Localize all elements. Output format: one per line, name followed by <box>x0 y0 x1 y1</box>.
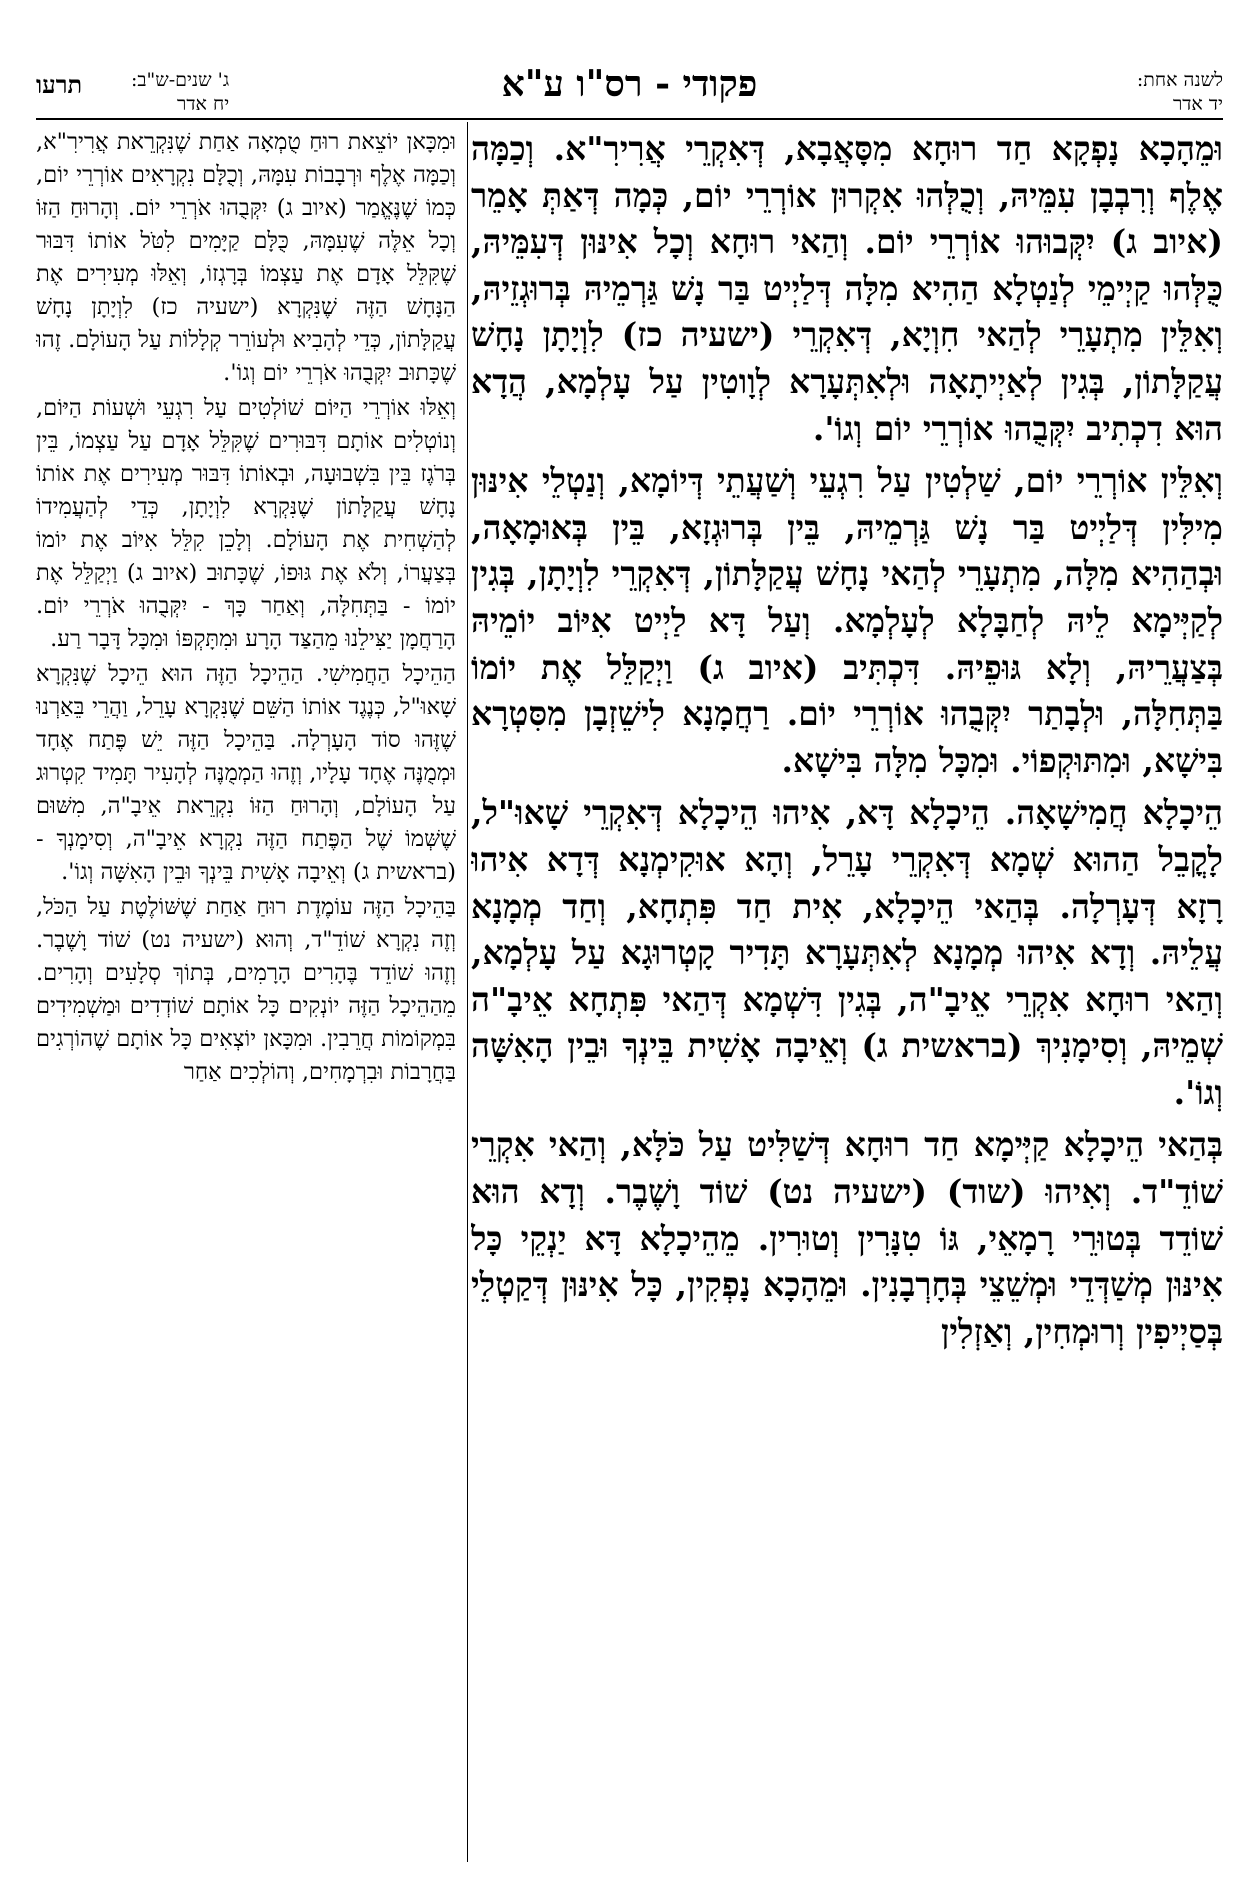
header-schedule-three-years <box>131 68 229 116</box>
main-paragraph: וְאִלֵּין אוֹרְרֵי יוֹם, שַׁלְטִין עַל רִגְעֵי וְשַׁעֲתֵי דְּיוֹמָא, וְנַטְלֵי אִינּוּן מִילִּין דְּלַיְיט בַּר נָשׁ גַּרְמֵיהּ, בֵּין בְּרוּגְזָא, בֵּין בְּאוּמָאָה, וּבְהַהִיא מִלָּה, מִתְעָרֵי לְהַאי נָחָשׁ עֲקַלָּתוֹן, דְּאִקְרֵי לִוְיָתָן, בְּגִין לְקַיְּימָא לֵיהּ לְחַבָּלָא לְעָלְמָא. וְעַל דָּא לַיְיט אִיּוֹב יוֹמֵיהּ בְּצַעֲרֵיהּ, וְלָא גּוּפֵיהּ. דִּכְתִּיב (איוב ג) וַיְקַלֵּל אֶת יוֹמוֹ בַּתְּחִלָּה, וּלְבָתַר יִקְּבֻהוּ אוֹרְרֵי יוֹם. רַחֲמָנָא לִישֵׁזְבָן מִסִּטְרָא בִּישָׁא, וּמִתּוּקְפוֹי. וּמִכָּל מִלָּה בִּישָׁא. <box>471 461 1223 780</box>
page-number: תרעו <box>36 70 83 99</box>
header-left-line1: ג' שנים-ש"ב: <box>131 69 230 91</box>
page-title: פקודי - רס"ו ע"א <box>501 63 758 105</box>
main-text-column <box>471 126 1223 1856</box>
header-left-line2: יח אדר <box>177 93 230 115</box>
main-paragraph: הֵיכָלָא חֲמִישָׁאָה. הֵיכָלָא דָּא, אִיהוּ הֵיכָלָא דְּאִקְרֵי שָׁאוּ"ל, לָקֳבֵל הַהוּא שְׁמָא דְּאִקְרֵי עָרֵל, וְהָא אוּקִימְנָא דְּדָא אִיהוּ רָזָא דְּעָרְלָה. בְּהַאי הֵיכָלָא, אִית חַד פִּתְחָא, וְחַד מְמָנָא עֲלֵיהּ. וְדָא אִיהוּ מְמָנָא לְאִתְּעָרָא תָּדִיר קָטְרוּגָא עַל עָלְמָא, וְהַאי רוּחָא אִקְרֵי אֵיבָ"ה, בְּגִין דִּשְׁמָא דְּהַאי פִּתְחָא אֵיבָ"ה שְׁמֵיהּ, וְסִימָנִיךְ (בראשית ג) וְאֵיבָה אָשִׁית בֵּינְךָ וּבֵין הָאִשָּׁה וְגוֹ'. <box>471 793 1223 1112</box>
header-divider <box>36 118 1223 120</box>
main-paragraph: בְּהַאי הֵיכָלָא קַיְּימָא חַד רוּחָא דְּשַׁלִּיט עַל כֹּלָּא, וְהַאי אִקְרֵי שׁוֹדֵ"ד. וְאִיהוּ (שוד) (ישעיה נט) שׁוֹד וָשֶׁבֶר. וְדָא הוּא שׁוֹדֵד בְּטוּרֵי רָמָאֵי, גּוֹ טִנָּרִין וְטוּרִין. מֵהֵיכָלָא דָּא יַנְקֵי כָּל אִינּוּן מְשַׁדְּדֵי וּמְשֵׁצֵי בְּחָרְבָנִין. וּמֵהָכָא נָפְקִין, כָּל אִינּוּן דְּקַטְלֵי בְּסַיְיפִין וְרוּמְחִין, וְאַזְלִין <box>471 1125 1223 1351</box>
header-right-line2: יד אדר <box>1172 93 1223 115</box>
translation-column <box>36 126 456 1866</box>
translation-paragraph: הַהֵיכָל הַחֲמִישִׁי. הַהֵיכָל הַזֶּה הוּא הֵיכָל שֶׁנִּקְרָא שָׁאוּ"ל, כְּנֶגֶד אוֹתוֹ הַשֵּׁם שֶׁנִּקְרָא עָרֵל, וַהֲרֵי בֵּאַרְנוּ שֶׁזֶּהוּ סוֹד הָעָרְלָה. בַּהֵיכָל הַזֶּה יֵשׁ פֶּתַח אֶחָד וּמְמֻנֶּה אֶחָד עָלָיו, וְזֶהוּ הַמְמֻנֶּה לְהָעִיר תָּמִיד קִטְרוּג עַל הָעוֹלָם, וְהָרוּחַ הַזּוֹ נִקְרֵאת אֵיבָ"ה, מִשּׁוּם שֶׁשְּׁמוֹ שֶׁל הַפֶּתַח הַזֶּה נִקְרָא אֵיבָ"ה, וְסִימָנְךָ - (בראשית ג) וְאֵיבָה אָשִׁית בֵּינְךָ וּבֵין הָאִשָּׁה וְגוֹ'. <box>36 661 456 885</box>
column-divider <box>467 122 468 1862</box>
page-header <box>36 58 1223 120</box>
main-paragraph: וּמֵהָכָא נָפְקָא חַד רוּחָא מִסָּאֲבָא, דְּאִקְרֵי אֲרִירִ"א. וְכַמָּה אֶלֶף וְרִבְבָן עִמֵּיהּ, וְכֻלְּהוּ אִקְרוּן אוֹרְרֵי יוֹם, כְּמָה דְּאַתְּ אָמֵר (איוב ג) יִקְּבוּהוּ אוֹרְרֵי יוֹם. וְהַאי רוּחָא וְכָל אִינּוּן דְּעִמֵּיהּ, כֻּלְּהוּ קַיְימֵי לְנַטְלָא הַהִיא מִלָּה דְּלַיְיט בַּר נָשׁ גַּרְמֵיהּ בְּרוּגְזֵיהּ, וְאִלֵּין מִתְעָרֵי לְהַאי חִוְיָא, דְּאִקְרֵי (ישעיה כז) לִוְיָתָן נָחָשׁ עֲקַלָּתוֹן, בְּגִין לְאַיְיתָאָה וּלְאִתְּעָרָא לְוָוטִין עַל עָלְמָא, הֲדָא הוּא דִכְתִיב יִקְּבֻהוּ אוֹרְרֵי יוֹם וְגוֹ'. <box>471 129 1223 448</box>
translation-paragraph: וּמִכָּאן יוֹצֵאת רוּחַ טֻמְאָה אַחַת שֶׁנִּקְרֵאת אֲרִירִ"א, וְכַמָּה אֶלֶף וּרְבָבוֹת עִמָּהּ, וְכֻלָּם נִקְרָאִים אוֹרְרֵי יוֹם, כְּמוֹ שֶׁנֶּאֱמַר (איוב ג) יִקְּבֻהוּ אֹרְרֵי יוֹם. וְהָרוּחַ הַזּוֹ וְכָל אֵלֶּה שֶׁעִמָּהּ, כֻּלָּם קַיָּמִים לִטֹּל אוֹתוֹ דִּבּוּר שֶׁקִּלֵּל אָדָם אֶת עַצְמוֹ בְּרָגְזוֹ, וְאֵלּוּ מְעִירִים אֶת הַנָּחָשׁ הַזֶּה שֶׁנִּקְרָא (ישעיה כז) לִוְיָתָן נָחָשׁ עֲקַלָּתוֹן, כְּדֵי לְהָבִיא וּלְעוֹרֵר קְלָלוֹת עַל הָעוֹלָם. זֶהוּ שֶׁכָּתוּב יִקְּבֻהוּ אֹרְרֵי יוֹם וְגוֹ'. <box>36 129 456 386</box>
translation-paragraph: בַּהֵיכָל הַזֶּה עוֹמֶדֶת רוּחַ אַחַת שֶׁשּׁוֹלֶטֶת עַל הַכֹּל, וְזֶה נִקְרָא שׁוֹדֵ"ד, וְהוּא (ישעיה נט) שׁוֹד וָשֶׁבֶר. וְזֶהוּ שׁוֹדֵד בֶּהָרִים הָרָמִים, בְּתוֹךְ סְלָעִים וְהָרִים. מֵהַהֵיכָל הַזֶּה יוֹנְקִים כָּל אוֹתָם שׁוֹדְדִים וּמַשְׁמִידִים בִּמְקוֹמוֹת חֲרֵבִין. וּמִכָּאן יוֹצְאִים כָּל אוֹתָם שֶׁהוֹרְגִים בַּחֲרָבוֹת וּבִרְמָחִים, וְהוֹלְכִים אַחַר <box>36 894 456 1085</box>
header-right-line1: לשנה אחת: <box>1136 69 1223 91</box>
translation-paragraph: וְאֵלּוּ אוֹרְרֵי הַיּוֹם שׁוֹלְטִים עַל רִגְעֵי וּשְׁעוֹת הַיּוֹם, וְנוֹטְלִים אוֹתָם דִּבּוּרִים שֶׁקִּלֵּל אָדָם עַל עַצְמוֹ, בֵּין בְּרֹגֶז בֵּין בִּשְׁבוּעָה, וּבְאוֹתוֹ דִּבּוּר מְעִירִים אֶת אוֹתוֹ נָחָשׁ עֲקַלָּתוֹן שֶׁנִּקְרָא לִוְיָתָן, כְּדֵי לְהַעֲמִידוֹ לְהַשְׁחִית אֶת הָעוֹלָם. וְלָכֵן קִלֵּל אִיּוֹב אֶת יוֹמוֹ בְּצַעֲרוֹ, וְלֹא אֶת גּוּפוֹ, שֶׁכָּתוּב (איוב ג) וַיְקַלֵּל אֶת יוֹמוֹ - בַּתְּחִלָּה, וְאַחַר כָּךְ - יִקְּבֻהוּ אֹרְרֵי יוֹם. הָרַחֲמָן יַצִּילֵנוּ מֵהַצַּד הָרָע וּמִתָּקְפּוֹ וּמִכָּל דָּבָר רַע. <box>36 395 456 652</box>
